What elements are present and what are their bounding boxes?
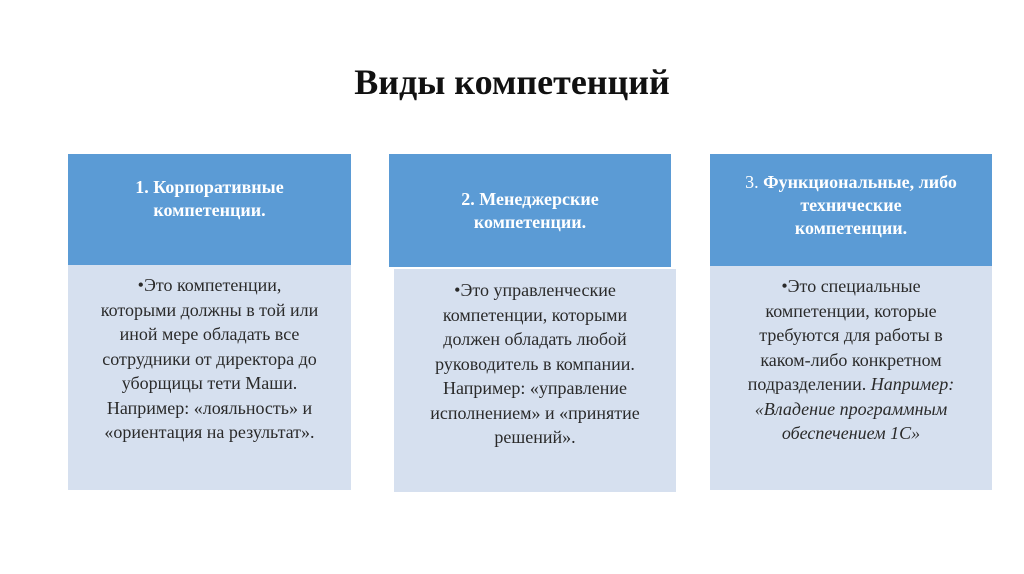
page-title: Виды компетенций <box>354 62 670 102</box>
column-header-text: Функциональные, либо технические компетенции. <box>763 171 957 238</box>
column-body-managerial: •Это управленческие компетенции, которыми должен обладать любой руководитель в компании. Например: «управление исполнением» и «принятие решений». <box>394 269 676 492</box>
column-header-corporate: 1. Корпоративные компетенции. <box>68 154 351 265</box>
column-body-corporate: •Это компетенции, которыми должны в той или иной мере обладать все сотрудники от директора до уборщицы тети Маши. Например: «лояльность» и «ориентация на результат». <box>68 265 351 490</box>
column-body-text: •Это специальные компетенции, которые требуются для работы в каком-либо конкретном подразделении. <box>747 276 943 394</box>
column-header-managerial: 2. Менеджерские компетенции. <box>389 154 671 267</box>
column-body-example: Например: «Владение программным обеспечением 1С» <box>754 374 955 443</box>
column-header-number: 3. <box>745 171 764 192</box>
column-body-functional <box>710 266 992 490</box>
column-header-functional <box>710 154 992 266</box>
